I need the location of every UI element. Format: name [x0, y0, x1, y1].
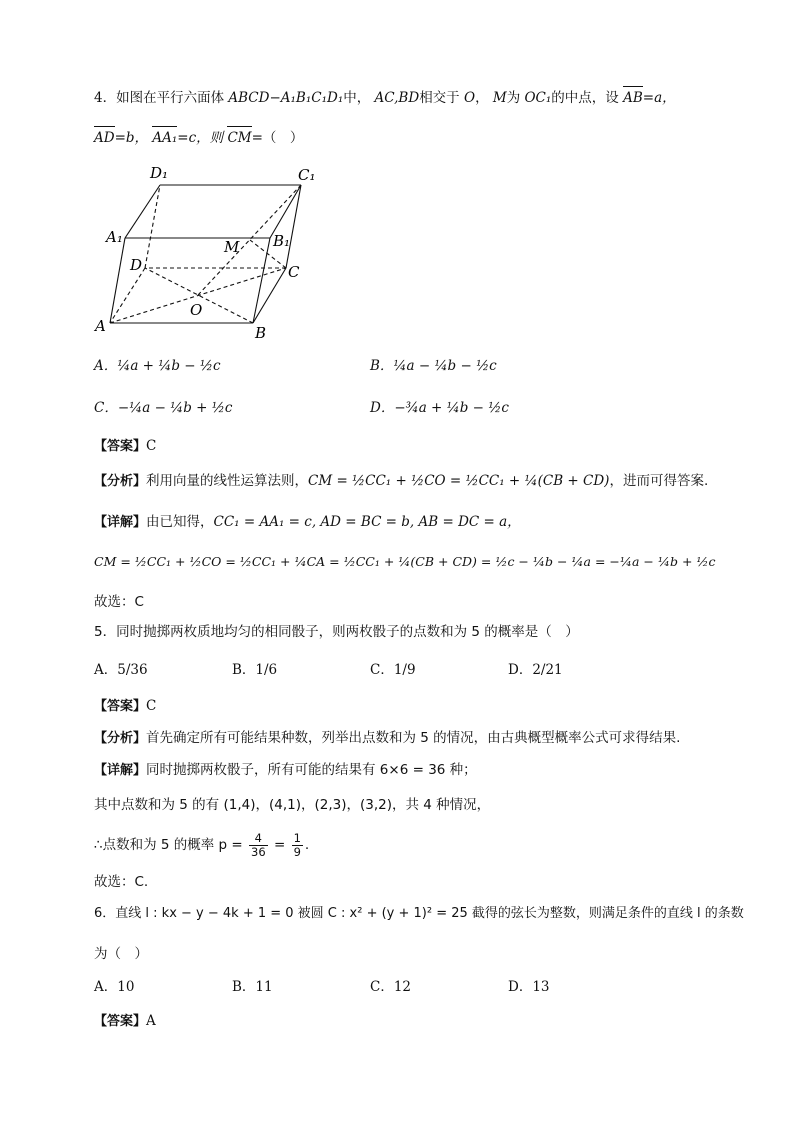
detail-tag: 【详解】 — [94, 763, 147, 778]
q6-option-d: D．13 — [508, 979, 550, 995]
probability-fraction-1 — [249, 832, 268, 859]
q6-answer — [94, 1011, 156, 1032]
q4-stem-text: ， — [475, 90, 489, 106]
answer-tag: 【答案】 — [94, 699, 147, 714]
q5-cases: 其中点数和为 5 的有 (1,4)，(4,1)，(2,3)，(3,2)，共 4 种情况， — [94, 797, 491, 813]
edge-dd1 — [145, 185, 160, 268]
parallelepiped-figure — [90, 160, 330, 340]
q5-stem: 5．同时抛掷两枚质地均匀的相同骰子，则两枚骰子的点数和为 5 的概率是（ ） — [94, 624, 579, 640]
label-a: A — [95, 317, 106, 335]
q4-number: 4． — [94, 90, 117, 106]
q5-option-c: C．1/9 — [370, 662, 416, 678]
answer-tag: 【答案】 — [94, 439, 147, 454]
q4-vector-ad: AD — [94, 130, 115, 146]
q4-stem-line2 — [94, 128, 303, 148]
label-d1: D₁ — [150, 164, 169, 182]
q4-vector-cm: CM — [227, 130, 252, 146]
q5-detail — [94, 760, 477, 781]
q6-stem-line1: 6．直线 l : kx − y − 4k + 1 = 0 被圆 C : x² + (y + 1)² = 25 截得的弦长为整数，则满足条件的直线 l 的条数 — [94, 906, 744, 921]
q6-option-b: B．11 — [232, 979, 273, 995]
answer-value: A — [146, 1013, 156, 1029]
q4-stem-text: 如图在平行六面体 — [116, 90, 225, 106]
label-c1: C₁ — [298, 166, 316, 184]
q5-choose: 故选：C. — [94, 874, 149, 890]
q5-probability — [94, 830, 309, 860]
detail-text: 同时抛掷两枚骰子，所有可能的结果有 6×6 = 36 种； — [146, 762, 477, 778]
denominator: 36 — [251, 844, 266, 859]
analysis-text: 首先确定所有可能结果种数，列举出点数和为 5 的情况，由古典概型概率公式可求得结果. — [146, 730, 681, 746]
label-b1: B₁ — [273, 232, 291, 250]
q5-option-d: D．2/21 — [508, 662, 563, 678]
q4-vector-ab: AB — [623, 90, 643, 106]
q4-diagonals: AC,BD — [374, 90, 420, 106]
q5-option-b: B．1/6 — [232, 662, 278, 678]
q4-analysis — [94, 471, 708, 492]
answer-tag: 【答案】 — [94, 1014, 147, 1029]
q4-segment-oc1: OC₁ — [524, 90, 552, 106]
label-o: O — [190, 301, 203, 319]
q5-answer — [94, 696, 156, 717]
q4-vector-aa1: AA₁ — [152, 130, 178, 146]
numerator: 4 — [249, 832, 268, 846]
label-d: D — [130, 256, 143, 274]
q5-option-a: A．5/36 — [94, 662, 148, 678]
analysis-tag: 【分析】 — [94, 474, 147, 489]
q4-option-b: B．¼a − ¼b − ½c — [370, 358, 497, 374]
q4-detail-formula2: CM = ½CC₁ + ½CO = ½CC₁ + ¼CA = ½CC₁ + ¼(CB + CD) = ½c − ¼b − ¼a = −¼a − ¼b + ½c — [94, 554, 716, 569]
q4-stem-text: 的中点，设 — [551, 90, 619, 106]
label-a1: A₁ — [106, 228, 123, 246]
probability-fraction-2 — [292, 832, 303, 859]
q4-point-o: O — [463, 90, 476, 106]
detail-formula: CC₁ = AA₁ = c, AD = BC = b, AB = DC = a， — [213, 514, 521, 530]
analysis-text: ，进而可得答案. — [609, 473, 709, 489]
q4-option-d: D．−¾a + ¼b − ½c — [370, 400, 509, 416]
q4-answer — [94, 436, 156, 457]
equals-sign: = — [269, 837, 290, 853]
detail-tag: 【详解】 — [94, 515, 147, 530]
label-b: B — [255, 324, 267, 340]
q4-choose: 故选：C — [94, 594, 144, 610]
analysis-tag: 【分析】 — [94, 731, 147, 746]
q4-detail — [94, 512, 521, 533]
label-c: C — [288, 263, 300, 281]
edge-bb1 — [253, 238, 270, 323]
q4-option-c: C．−¼a − ¼b + ½c — [94, 400, 233, 416]
answer-value: C — [146, 438, 157, 454]
q4-eq-b: =b， — [114, 130, 149, 146]
q4-solid-name: ABCD−A₁B₁C₁D₁ — [228, 90, 344, 106]
q4-stem-text: 相交于 — [419, 90, 460, 106]
answer-value: C — [146, 698, 157, 714]
q5-analysis — [94, 728, 680, 749]
analysis-formula: CM = ½CC₁ + ½CO = ½CC₁ + ¼(CB + CD) — [308, 473, 610, 489]
probability-text: ∴点数和为 5 的概率 p = — [94, 837, 248, 853]
denominator: 9 — [293, 844, 301, 859]
q6-option-c: C．12 — [370, 979, 412, 995]
q4-eq-a: =a， — [642, 90, 676, 106]
q4-option-a: A．¼a + ¼b − ½c — [94, 358, 221, 374]
q6-stem-line2: 为（ ） — [94, 946, 148, 962]
q4-eq-c: =c，则 — [177, 130, 224, 146]
detail-text: 由已知得， — [146, 514, 214, 530]
q4-stem-text: 为 — [506, 90, 521, 106]
q4-stem-text: 中， — [343, 90, 371, 106]
numerator: 1 — [293, 830, 301, 845]
q4-stem-line1 — [94, 88, 676, 108]
label-m: M — [224, 238, 240, 256]
q4-answer-blank: =（ ） — [251, 130, 304, 146]
analysis-text: 利用向量的线性运算法则， — [146, 473, 309, 489]
q6-option-a: A．10 — [94, 979, 135, 995]
q4-point-m: M — [492, 90, 507, 106]
period: . — [304, 837, 310, 853]
